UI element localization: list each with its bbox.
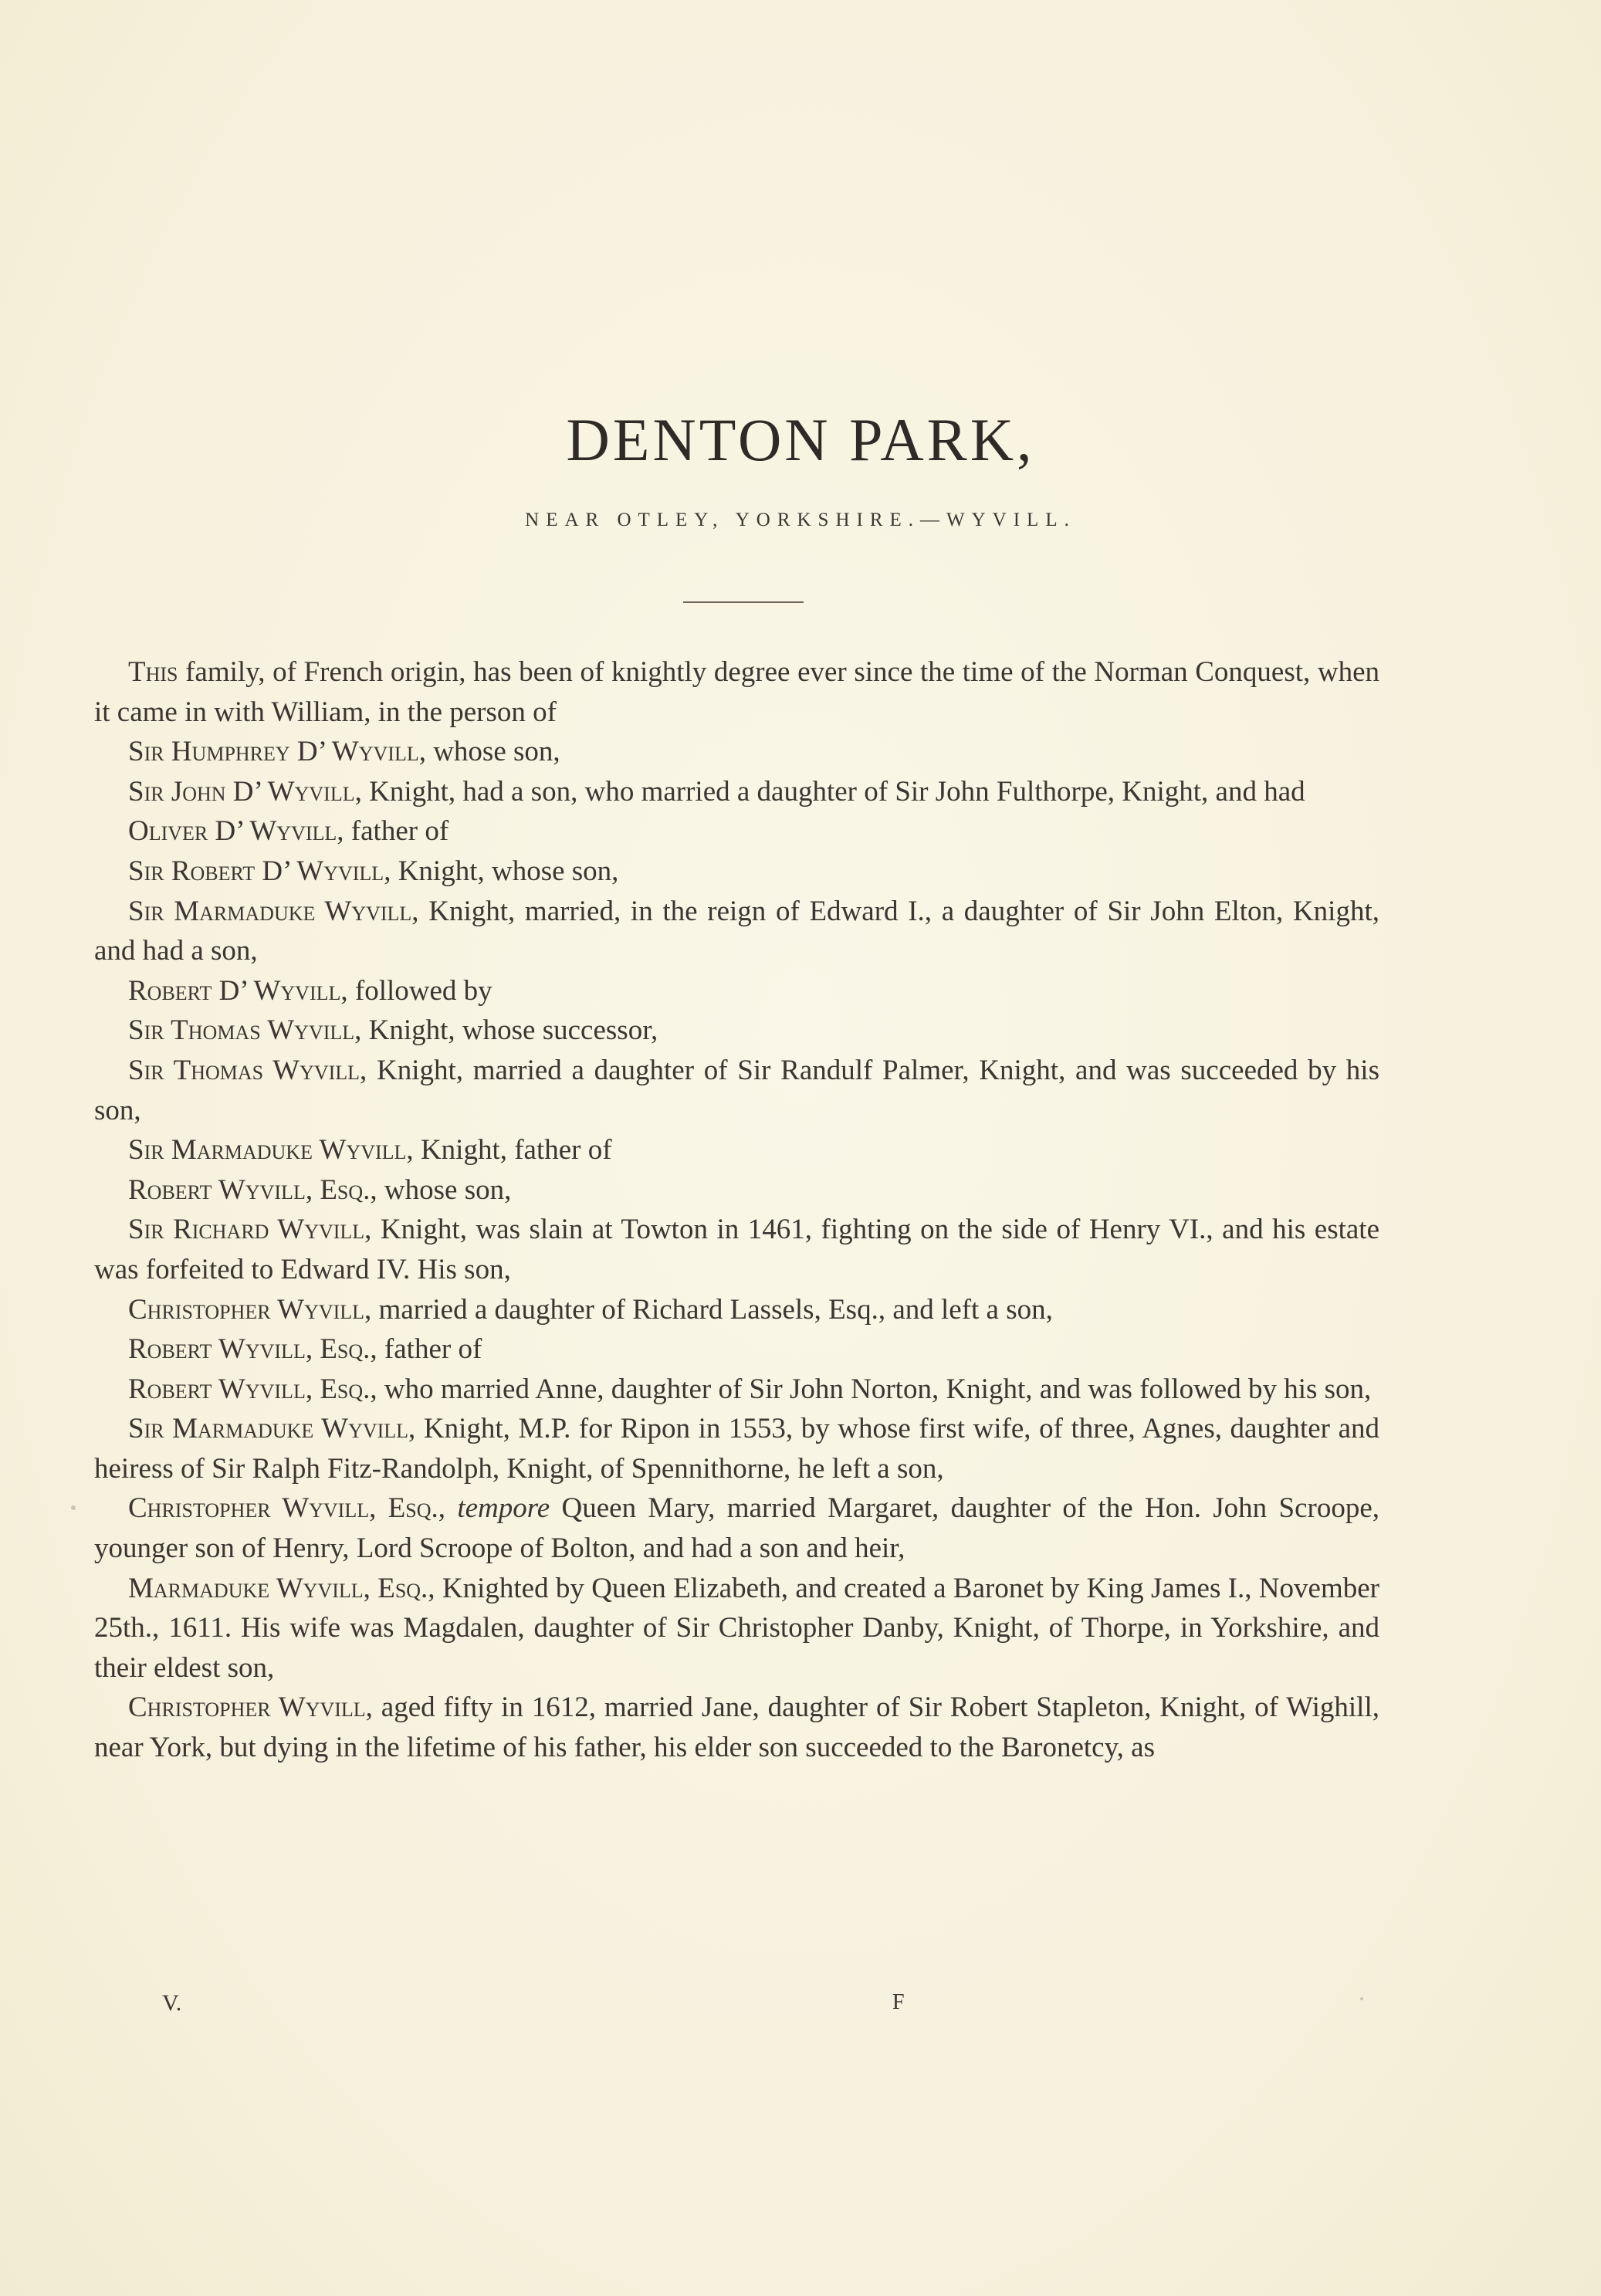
paragraph-text: Knighted by Queen Elizabeth, and created a Baronet by King James I., November 25th., 1611. His wife was Magdalen, daughter of Sir Christopher Danby, Knight, of Thorpe, in Yorkshire, and their eldest son, xyxy=(94,1572,1379,1684)
paragraph xyxy=(94,852,1379,892)
paragraph-text: Knight, whose successor, xyxy=(361,1014,658,1047)
paragraph-italic: tempore xyxy=(457,1492,550,1525)
paragraph-lead: Christopher Wyvill, xyxy=(128,1293,372,1326)
page-title: DENTON PARK, xyxy=(566,406,1035,473)
paragraph-text: whose son, xyxy=(425,736,560,768)
volume-signature: V. xyxy=(162,1990,182,2016)
paragraph-lead: Christopher Wyvill, xyxy=(128,1692,373,1724)
paragraph-text: Knight, was slain at Towton in 1461, fighting on the side of Henry VI., and his estate was forfeited to Edward IV. His son, xyxy=(94,1214,1380,1285)
paragraph-lead: Robert D’ Wyvill, xyxy=(128,974,348,1007)
body-text xyxy=(94,652,1379,1768)
paragraph xyxy=(94,1488,1379,1568)
paragraph-lead: Oliver D’ Wyvill, xyxy=(128,815,344,848)
paragraph-text: who married Anne, daughter of Sir John Norton, Knight, and was followed by his son, xyxy=(377,1373,1372,1405)
paragraph-text: Knight, father of xyxy=(413,1134,612,1167)
paragraph xyxy=(94,892,1379,971)
paragraph-lead: Sir Thomas Wyvill, xyxy=(128,1014,362,1047)
gathering-signature: F xyxy=(892,1990,905,2014)
paragraph-text: aged fifty in 1612, married Jane, daughter of Sir Robert Stapleton, Knight, of Wighill, near York, but dying in the lifetime of his father, his elder son succeeded to the Baronetcy, as xyxy=(94,1692,1379,1764)
paragraph-lead: Robert Wyvill, Esq., xyxy=(128,1373,377,1405)
paragraph xyxy=(94,971,1379,1011)
paragraph xyxy=(94,1370,1379,1410)
paragraph-lead: Sir Thomas Wyvill, xyxy=(128,1054,367,1086)
paragraph xyxy=(94,1290,1379,1330)
paragraph-lead: Robert Wyvill, Esq., xyxy=(128,1333,377,1366)
paragraph-lead: Sir Marmaduke Wyvill, xyxy=(128,895,419,927)
paragraph-lead: Sir Richard Wyvill, xyxy=(128,1214,372,1246)
paragraph-text: Knight, M.P. for Ripon in 1553, by whose first wife, of three, Agnes, daughter and heiress of Sir Ralph Fitz-Randolph, Knight, of Spennithorne, he left a son, xyxy=(94,1413,1379,1485)
paragraph xyxy=(94,772,1379,812)
paragraph xyxy=(94,1569,1379,1688)
paragraph-lead: Sir John D’ Wyvill, xyxy=(128,775,362,808)
paragraph-text: Knight, married, in the reign of Edward I., a daughter of Sir John Elton, Knight, and had a son, xyxy=(94,895,1379,967)
paragraph-text: whose son, xyxy=(377,1173,512,1206)
paragraph-text: father of xyxy=(344,815,449,848)
paragraph-text: Knight, married a daughter of Sir Randulf Palmer, Knight, and was succeeded by his son, xyxy=(94,1054,1379,1126)
paragraph-lead: Sir Humphrey D’ Wyvill, xyxy=(128,736,426,768)
paragraph xyxy=(94,1170,1379,1211)
paragraph xyxy=(94,811,1379,852)
paragraph-lead: Sir Marmaduke Wyvill, xyxy=(128,1134,414,1167)
paper-speck xyxy=(71,1505,76,1510)
subtitle: NEAR OTLEY, YORKSHIRE.—WYVILL. xyxy=(525,510,1076,530)
paragraph-lead: Christopher Wyvill, Esq., xyxy=(128,1492,446,1525)
title-rule xyxy=(683,601,804,603)
paragraph-text: family, of French origin, has been of knightly degree ever since the time of the Norman Conquest, when it came in with William, in the person of xyxy=(94,656,1379,728)
paragraph xyxy=(94,652,1379,732)
paragraph-text: Knight, whose son, xyxy=(391,855,619,887)
paragraph xyxy=(94,732,1379,772)
paragraph-lead: Robert Wyvill, Esq., xyxy=(128,1173,377,1206)
paragraph xyxy=(94,1688,1379,1767)
paragraph xyxy=(94,1329,1379,1370)
paragraph-text: father of xyxy=(377,1333,482,1366)
paragraph-lead: Sir Marmaduke Wyvill, xyxy=(128,1413,416,1445)
paragraph-text: married a daughter of Richard Lassels, Esq., and left a son, xyxy=(371,1293,1053,1326)
paragraph xyxy=(94,1409,1379,1488)
paragraph-lead: This xyxy=(128,656,178,688)
paragraph xyxy=(94,1130,1379,1170)
paragraph-text: Queen Mary, married Margaret, daughter of the Hon. John Scroope, younger son of Henry, Lord Scroope of Bolton, and had a son and heir, xyxy=(94,1492,1379,1565)
paragraph-lead: Marmaduke Wyvill, Esq., xyxy=(128,1572,435,1604)
paragraph-lead: Sir Robert D’ Wyvill, xyxy=(128,855,391,887)
paragraph xyxy=(94,1011,1379,1051)
paper-speck xyxy=(1360,1997,1363,2000)
paragraph-text: Knight, had a son, who married a daughter of Sir John Fulthorpe, Knight, and had xyxy=(361,775,1305,808)
paragraph xyxy=(94,1051,1379,1130)
paragraph xyxy=(94,1210,1379,1289)
paragraph-text: followed by xyxy=(347,974,492,1007)
